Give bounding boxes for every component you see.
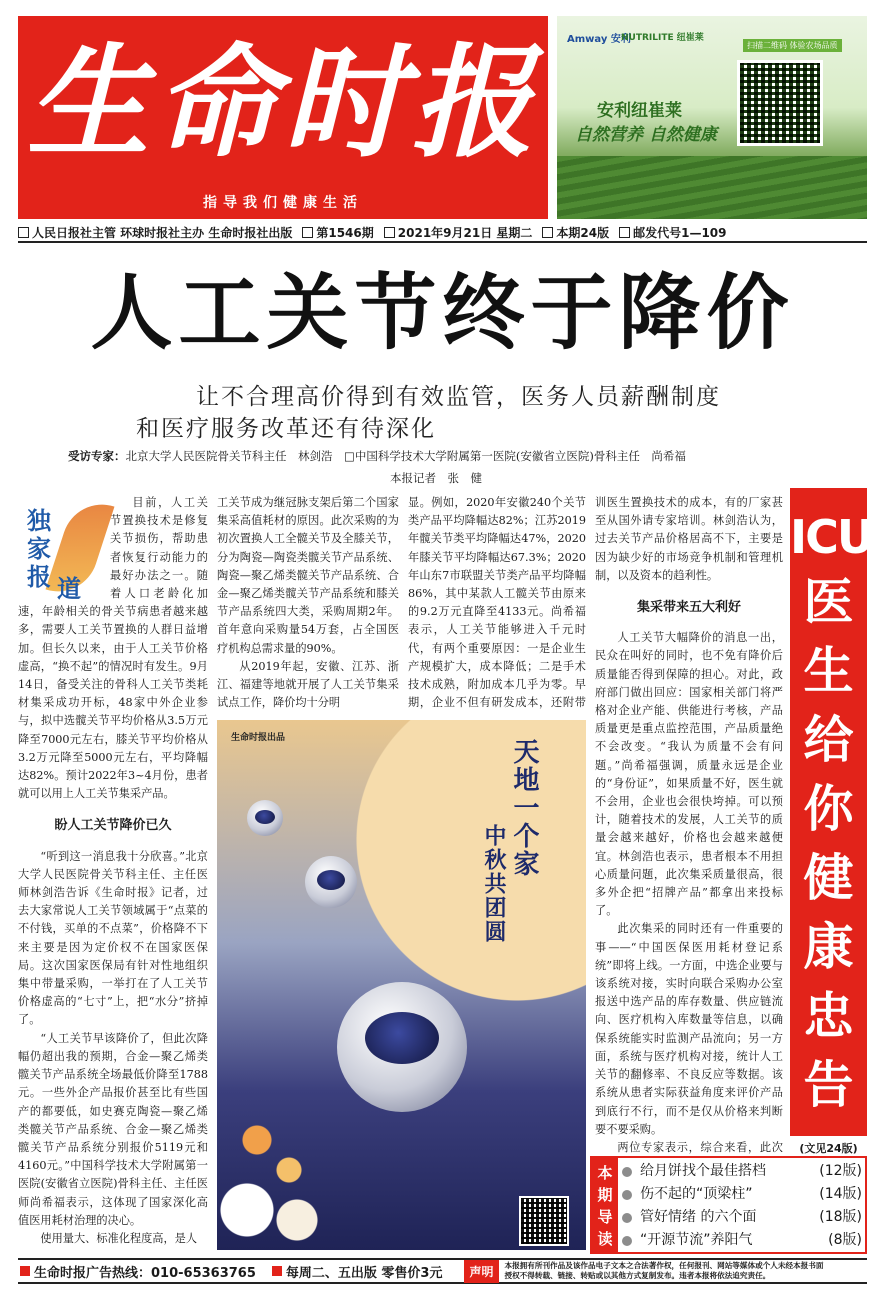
- square-icon: [272, 1266, 282, 1276]
- issue-guide-label: 本 期 导 读: [592, 1158, 618, 1252]
- guide-item[interactable]: 伤不起的“顶梁柱” (14版): [622, 1183, 862, 1206]
- declaration-text: 本报拥有所刊作品及该作品电子文本之合法著作权，任何报刊、网站等媒体或个人未经本报书面授权不得转载、链接、转贴或以其他方式复制发布。违者本报将依法追究责任。: [504, 1261, 824, 1280]
- ad-slogan-2: 自然营养 自然健康: [575, 125, 717, 145]
- astronaut-icon: [247, 800, 283, 836]
- icu-page-ref: (文见24版): [799, 1142, 858, 1155]
- visor-icon: [255, 810, 275, 824]
- icu-feature-banner[interactable]: [790, 488, 873, 1136]
- paragraph: 两位专家表示，综合来看，此次: [617, 1140, 783, 1154]
- mid-autumn-poster: [217, 720, 586, 1250]
- interviewed-experts: [68, 448, 686, 464]
- paragraph: 训医生置换技术的成本，有的厂家甚至从国外请专家培训。林剑浩认为，过去关节产品价格居高不下，主要是因为缺少好的市场竞争机制和管理机制，以及资本的趋利性。: [595, 496, 783, 582]
- declaration-label: 声明: [464, 1260, 498, 1283]
- subtitle-line-1: 让不合理高价得到有效监管，医务人员薪酬制度: [196, 384, 721, 410]
- paragraph: “听到这一消息我十分欣喜。”北京大学人民医院骨关节科主任、主任医师林剑浩告诉《生命时报》记者，过去大家常说人工关节领域属于“点菜的不付钱，买单的不点菜”，价格降不下来主要是因为定价权不在国家医保局。这次国家医保局有针对性地组织集中带量采购，一举打在了人工关节价格虚高的“七寸”上，把“水分”挤掉了。: [18, 849, 208, 1027]
- flowers-teapot-illustration: [217, 1100, 327, 1250]
- article-column-4: [595, 494, 783, 1154]
- square-icon: [302, 227, 313, 238]
- main-headline[interactable]: 人工关节终于降价: [90, 266, 795, 361]
- paragraph: 使用量大、标准化程度高，是人: [40, 1231, 198, 1245]
- article-column-2: [217, 494, 399, 714]
- visor-icon: [365, 1012, 439, 1064]
- ad-hotline: 生命时报广告热线：010-65363765: [18, 1262, 256, 1281]
- section-heading: 盼人工关节降价已久: [54, 818, 172, 834]
- info-issue: 第1546期: [302, 224, 373, 241]
- info-publisher: 人民日报社主管 环球时报社主办 生命时报社出版: [18, 224, 292, 241]
- article-column-3: [408, 494, 586, 714]
- square-icon: [20, 1266, 30, 1276]
- paragraph: 此次集采的同时还有一件重要的事——“中国医保医用耗材登记系统”即将上线。一方面，中选企业要与该系统对接，实时向联合采购办公室报送中选产品的库存数量、供应链流向、医疗机构入库数量等信息，以确保系统能实时监测产品流向；另一方面，系统与医疗机构对接，统计人工关节的翻修率、不良反应等数据。该系统从患者实际获益角度来评价产品到底行不行，而不是仅从价格来判断要不要采购。: [595, 922, 783, 1136]
- experts-names: 北京大学人民医院骨关节科主任 林剑浩 □中国科学技术大学附属第一医院(安徽省立医院)骨科主任 尚希福: [125, 449, 686, 463]
- info-postal-code: 邮发代号1—109: [619, 224, 726, 241]
- badge-char: 报: [27, 563, 51, 591]
- reporter-byline: 本报记者 张 健: [390, 471, 482, 485]
- astronaut-icon: [305, 856, 357, 908]
- ad-nutrilite-logo: NUTRILITE 纽崔莱: [621, 33, 704, 43]
- guide-item[interactable]: “开源节流”养阳气 (8版): [622, 1229, 862, 1252]
- guide-item[interactable]: 管好情绪 的六个面 (18版): [622, 1206, 862, 1229]
- badge-char: 道: [57, 575, 81, 603]
- paragraph: 人工关节大幅降价的消息一出，民众在叫好的同时，也不免有降价后质量能否得到保障的担心。对此，政府部门做出回应：国家相关部门将严格对企业产能、供能进行考核，产品质量更是重点监控范围，产品质量绝不会改变。“我认为质量不会有问题。”尚希福强调，质量永远是企业的“身份证”，如果质量不好，医生就不会用，企业也会很快垮掉。可以预计，随着技术的发展，人工关节的质量会越来越好，价格也会越来越便宜。林剑浩也表示，患者根本不用担心质量问题，此次集采质量很高，很多外企把“招牌产品”都拿出来投标了。: [595, 631, 783, 918]
- bullet-icon: [622, 1190, 632, 1200]
- subtitle-line-2: 和医疗服务改革还有待深化: [136, 416, 436, 442]
- poster-slogan-2: 中秋共团圆: [481, 824, 506, 944]
- badge-char: 家: [27, 535, 51, 563]
- icu-title-latin: ICU: [790, 510, 873, 564]
- poster-qr-code-icon[interactable]: [519, 1196, 569, 1246]
- masthead-title: 生命时报: [27, 32, 539, 174]
- square-icon: [384, 227, 395, 238]
- poster-slogan-1: 天地一个家: [509, 738, 539, 878]
- paragraph: “人工关节早该降价了，但此次降幅仍超出我的预期，合金—聚乙烯类髋关节产品系统全场最低价降至1788元。一些外企产品报价甚至比有些国产的都要低，如史赛克陶瓷—聚乙烯类髋关节产品系统、合金—聚乙烯类髋关节产品系统分别报价5119元和4160元。”中国科学技术大学附属第一医院(安徽省立医院)骨科主任、主任医师尚希福表示，这体现了国家深化高值医用耗材治理的决心。: [18, 1031, 208, 1227]
- ad-brand: Amway 安利: [567, 34, 631, 45]
- paragraph: 从2019年起，安徽、江苏、浙江、福建等地就开展了人工关节集采试点工作，降价均十分明: [217, 659, 399, 710]
- publish-schedule: 每周二、五出版 零售价3元: [270, 1262, 443, 1281]
- section-heading: 集采带来五大利好: [636, 600, 741, 616]
- ad-scan-label: 扫描二维码 体验农场品质: [743, 39, 842, 52]
- icu-title-text: 医 生 给 你 健 康 忠 告: [803, 573, 854, 1114]
- footer-bar: [18, 1258, 867, 1284]
- visor-icon: [317, 870, 345, 890]
- square-icon: [542, 227, 553, 238]
- astronaut-icon: [337, 982, 467, 1112]
- ad-qr-code-icon[interactable]: [737, 60, 823, 146]
- icu-title: [790, 506, 873, 1120]
- guide-item[interactable]: 给月饼找个最佳搭档 (12版): [622, 1160, 862, 1183]
- masthead: [18, 16, 548, 219]
- square-icon: [619, 227, 630, 238]
- paragraph: 显。例如，2020年安徽240个关节类产品平均降幅达82%；江苏2019年髋关节类平均降幅达47%，2020年膝关节平均降幅达67.3%；2020年山东7市联盟关节类产品平均降幅86%，其中某款人工髋关节由原来的9.2万元直降至4133元。尚希福表示，人工关节能够进入千元时代，有两个重要原因：一是企业生产规模扩大，成本降低；二是手术技术成熟，附加成本几乎为零。早期，企业不但有研发成本，还附带: [408, 496, 586, 710]
- ad-slogan-1: 安利纽崔莱: [597, 101, 682, 121]
- masthead-motto: 指导我们健康生活: [203, 195, 363, 211]
- article-column-1: [18, 494, 208, 1254]
- badge-char: 独: [27, 507, 51, 535]
- info-pages: 本期24版: [542, 224, 609, 241]
- info-date: 2021年9月21日 星期二: [384, 224, 533, 241]
- issue-guide-list: [622, 1160, 862, 1252]
- exclusive-report-badge: [18, 498, 108, 608]
- bullet-icon: [622, 1236, 632, 1246]
- paragraph: 工关节成为继冠脉支架后第二个国家集采高值耗材的原因。此次采购的为初次置换人工全髋关节及全膝关节，分为陶瓷—陶瓷类髋关节产品系统、陶瓷—聚乙烯类髋关节产品系统、合金—聚乙烯类髋关节产品系统和膝关节产品系统四大类，采购周期2年。首年意向采购量54万套，占全国医疗机构总需求量的90%。: [217, 496, 399, 655]
- paragraph: 目前，人工关节置换技术是修复关节损伤，帮助患者恢复行动能力的最好办法之一。随着人口老龄化加速，年龄相关的骨关节病患者越来越多，需要人工关节置换的人群日益增加。但长久以来，由于人工关节价格虚高，“换不起”的情况时有发生。9月14日，备受关注的骨科人工关节类耗材集采成功开标，48家中外企业参与，拟中选髋关节平均价格从3.5万元降至7000元左右，膝关节平均价格从3.2万元降至5000元左右，平均降幅达82%。预计2022年3~4月份，患者就可以用上人工关节集采产品。: [18, 496, 208, 801]
- issue-guide: [590, 1156, 867, 1254]
- amway-advertisement[interactable]: [557, 16, 867, 219]
- square-icon: [18, 227, 29, 238]
- poster-publisher: 生命时报出品: [231, 733, 286, 743]
- experts-label: 受访专家：: [68, 449, 126, 463]
- ad-farm-field-image: [557, 156, 867, 219]
- bullet-icon: [622, 1167, 632, 1177]
- bullet-icon: [622, 1213, 632, 1223]
- issue-info-bar: [18, 223, 867, 243]
